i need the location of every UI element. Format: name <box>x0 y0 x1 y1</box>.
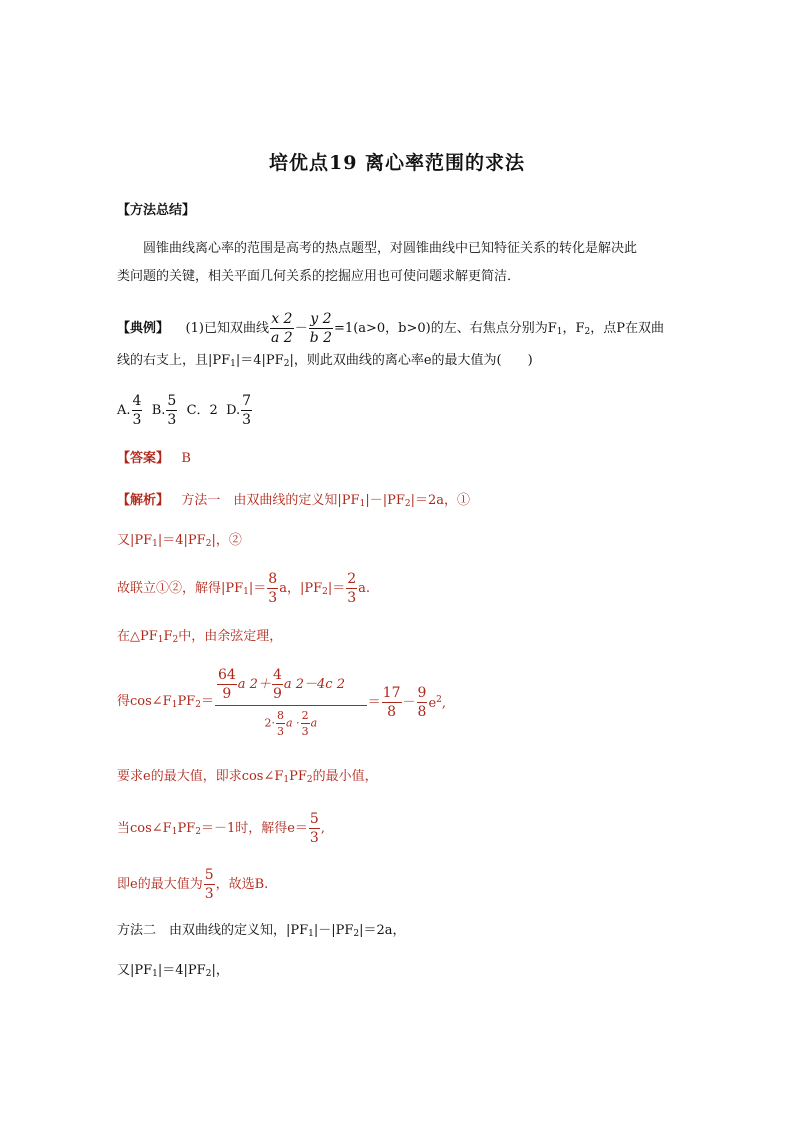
superscript: 2 <box>436 694 442 705</box>
example-text-4: ，点P在双曲 <box>590 321 665 336</box>
analysis-text: F <box>163 629 173 644</box>
analysis-text: 即e的最大值为 <box>117 877 203 892</box>
analysis-text: |－|PF <box>365 493 405 508</box>
analysis-line-7 <box>117 812 325 845</box>
frac-num: 9 <box>417 685 427 701</box>
analysis-text: 又|PF <box>117 533 153 548</box>
page-title: 培优点19 离心率范围的求法 <box>268 152 526 174</box>
option-d-label: D. <box>226 403 241 418</box>
fraction-8-3 <box>267 572 278 605</box>
subscript: 2 <box>205 969 212 979</box>
fraction-2-3 <box>346 572 357 605</box>
fraction-17-8 <box>382 686 402 719</box>
frac-den: 3 <box>301 725 309 738</box>
subscript: 2 <box>195 827 201 837</box>
example-line-2 <box>117 352 533 373</box>
answer-value: B <box>181 451 191 466</box>
subscript: 1 <box>171 827 178 837</box>
analysis-text: e <box>428 695 437 711</box>
analysis-text: 中，由余弦定理， <box>178 629 283 644</box>
frac-num: 2 <box>347 571 357 587</box>
frac-num: 17 <box>382 685 401 701</box>
analysis-text: ＝ <box>200 694 214 709</box>
subscript: 1 <box>283 775 290 785</box>
option-a <box>117 393 143 428</box>
example-tag: 【典例】 <box>117 321 170 336</box>
fraction-y-over-b <box>309 312 333 345</box>
frac-num: 64 <box>217 667 236 683</box>
analysis-text: |－|PF <box>313 923 354 938</box>
analysis-text: 在△PF <box>117 629 158 644</box>
frac-den: 9 <box>272 686 282 702</box>
example-text-2: =1(a>0，b>0)的左、右焦点分别为F <box>334 321 557 336</box>
frac-den: 3 <box>132 412 142 428</box>
frac-num: 2 <box>301 709 309 722</box>
analysis-text: ，故选B. <box>215 877 269 892</box>
frac-num: 5 <box>309 811 319 827</box>
option-b-fraction <box>166 394 177 427</box>
frac-num-text: x 2 <box>271 311 293 327</box>
subscript: 1 <box>308 929 314 939</box>
frac-den: 3 <box>167 412 177 428</box>
frac-den: 3 <box>204 886 214 902</box>
analysis-text: PF <box>177 694 196 709</box>
analysis-text: PF <box>177 821 196 836</box>
example-text-1: (1)已知双曲线 <box>185 321 269 336</box>
frac-den-text: a 2 <box>270 330 293 346</box>
subscript: 2 <box>584 327 591 337</box>
frac-num: 5 <box>204 867 214 883</box>
fraction-2-3 <box>301 710 310 737</box>
frac-den-text: b 2 <box>309 330 333 346</box>
analysis-text: a · <box>286 716 300 730</box>
subscript: 2 <box>322 587 328 597</box>
cosine-formula <box>117 668 446 737</box>
fraction-5-3 <box>309 812 320 845</box>
subscript: 2 <box>306 775 313 785</box>
analysis-text: a. <box>358 581 371 596</box>
analysis-text: PF <box>289 769 307 784</box>
subscript: 2 <box>283 359 290 369</box>
fraction-9-8 <box>417 686 428 719</box>
analysis-text: 又|PF <box>117 963 153 978</box>
analysis-line-3 <box>117 572 370 605</box>
method-two-line-2 <box>117 962 229 983</box>
frac-den: 3 <box>309 830 319 846</box>
example-line-1: 【典例】 (1)已知双曲线 $\frac{x 2}{a 2}$ － $\frac{y 2}{b 2}$ =1(a>0，b>0)的左、右焦点分别为$F_1$，$F_2$，点P在双曲 <box>117 311 665 346</box>
analysis-line-4 <box>117 628 282 649</box>
option-a-fraction <box>132 394 143 427</box>
fraction-64-9 <box>217 668 237 701</box>
method-two-line-1 <box>117 922 406 943</box>
analysis-text: 的最小值， <box>312 769 378 784</box>
analysis-text: － <box>402 695 416 710</box>
cosine-denominator <box>215 706 367 737</box>
analysis-text: 方法一 由双曲线的定义知|PF <box>181 493 360 508</box>
frac-den <box>309 329 333 345</box>
subscript: 2 <box>195 700 201 710</box>
answer-options <box>117 394 253 427</box>
frac-den: 8 <box>417 704 427 720</box>
example-text-6: |＝4|PF <box>235 353 284 368</box>
analysis-text: a，|PF <box>279 581 323 596</box>
analysis-text: 要求e的最大值，即求cos∠F <box>117 769 284 784</box>
analysis-text: |＝ <box>248 581 267 596</box>
example-text-3: ，F <box>562 321 585 336</box>
subscript: 1 <box>157 635 164 645</box>
subscript: 1 <box>152 539 158 549</box>
subscript: 1 <box>243 587 249 597</box>
frac-num <box>270 312 294 329</box>
analysis-text: |＝2a，① <box>410 493 470 508</box>
analysis-line-1 <box>117 492 470 513</box>
fraction-5-3 <box>204 868 215 901</box>
frac-den: 3 <box>268 590 278 606</box>
frac-num <box>309 312 333 329</box>
example-text-5: 线的右支上，且|PF <box>117 353 231 368</box>
analysis-tag: 【解析】 <box>117 493 170 508</box>
answer-tag: 【答案】 <box>117 451 170 466</box>
fraction-x-over-a <box>270 312 294 345</box>
cosine-big-fraction <box>215 668 367 737</box>
analysis-line-2 <box>117 532 242 553</box>
frac-num: 8 <box>268 571 278 587</box>
frac-den: 3 <box>347 590 357 606</box>
analysis-text: ＝ <box>367 695 381 710</box>
analysis-text: ＝－1时，解得e＝ <box>200 821 308 836</box>
analysis-text: 当cos∠F <box>117 821 172 836</box>
frac-den: 3 <box>277 725 284 738</box>
subscript: 2 <box>353 929 360 939</box>
analysis-text: |＝4|PF <box>157 963 206 978</box>
analysis-text: 2· <box>264 716 275 730</box>
subscript: 1 <box>556 327 563 337</box>
answer-line <box>117 450 191 468</box>
analysis-line-8 <box>117 868 268 901</box>
subscript: 1 <box>171 700 178 710</box>
analysis-line-6 <box>117 768 378 789</box>
frac-den <box>270 329 294 345</box>
subscript: 1 <box>152 969 158 979</box>
summary-line-1: 圆锥曲线离心率的范围是高考的热点题型，对圆锥曲线中已知特征关系的转化是解决此 <box>143 241 638 256</box>
analysis-text: a <box>310 716 318 730</box>
frac-num: 4 <box>272 667 282 683</box>
analysis-text: 方法二 由双曲线的定义知，|PF <box>117 923 309 938</box>
subscript: 2 <box>404 499 411 509</box>
analysis-text: |＝ <box>327 581 346 596</box>
analysis-text: a 2＋ <box>237 677 271 692</box>
option-c: C．2 <box>186 403 218 418</box>
analysis-text: 故联立①②，解得|PF <box>117 581 244 596</box>
option-b-label: B. <box>151 403 166 418</box>
frac-num: 4 <box>132 393 142 409</box>
analysis-text: a 2－4c 2 <box>283 677 345 692</box>
option-d <box>226 393 253 428</box>
fraction-4-9 <box>272 668 283 701</box>
frac-den: 8 <box>387 704 397 720</box>
subscript: 1 <box>230 359 236 369</box>
example-text-7: |，则此双曲线的离心率e的最大值为( ) <box>289 353 533 368</box>
method-summary-heading: 【方法总结】 <box>117 203 196 218</box>
fraction-8-3 <box>276 710 285 737</box>
cosine-numerator <box>215 668 367 706</box>
analysis-text: |，② <box>211 533 242 548</box>
analysis-text: |＝2a， <box>359 923 406 938</box>
subscript: 1 <box>359 499 366 509</box>
analysis-text: |＝4|PF <box>157 533 206 548</box>
option-a-label: A. <box>117 403 131 418</box>
frac-num: 7 <box>242 393 252 409</box>
frac-num-text: y 2 <box>310 311 332 327</box>
cos-tail-group <box>428 696 446 711</box>
summary-line-2: 类问题的关键，相关平面几何关系的挖掘应用也可使问题求解更简洁． <box>117 269 521 284</box>
frac-num: 5 <box>167 393 177 409</box>
analysis-text: 得cos∠F <box>117 694 172 709</box>
frac-den: 9 <box>222 686 232 702</box>
frac-den: 3 <box>242 412 252 428</box>
analysis-text: |， <box>211 963 229 978</box>
option-b <box>151 393 179 428</box>
option-d-fraction <box>241 394 252 427</box>
subscript: 2 <box>172 635 179 645</box>
analysis-text: , <box>441 695 447 711</box>
analysis-text: , <box>320 821 325 836</box>
frac-num: 8 <box>277 709 284 722</box>
subscript: 2 <box>205 539 212 549</box>
cos-prefix-group <box>117 694 214 709</box>
